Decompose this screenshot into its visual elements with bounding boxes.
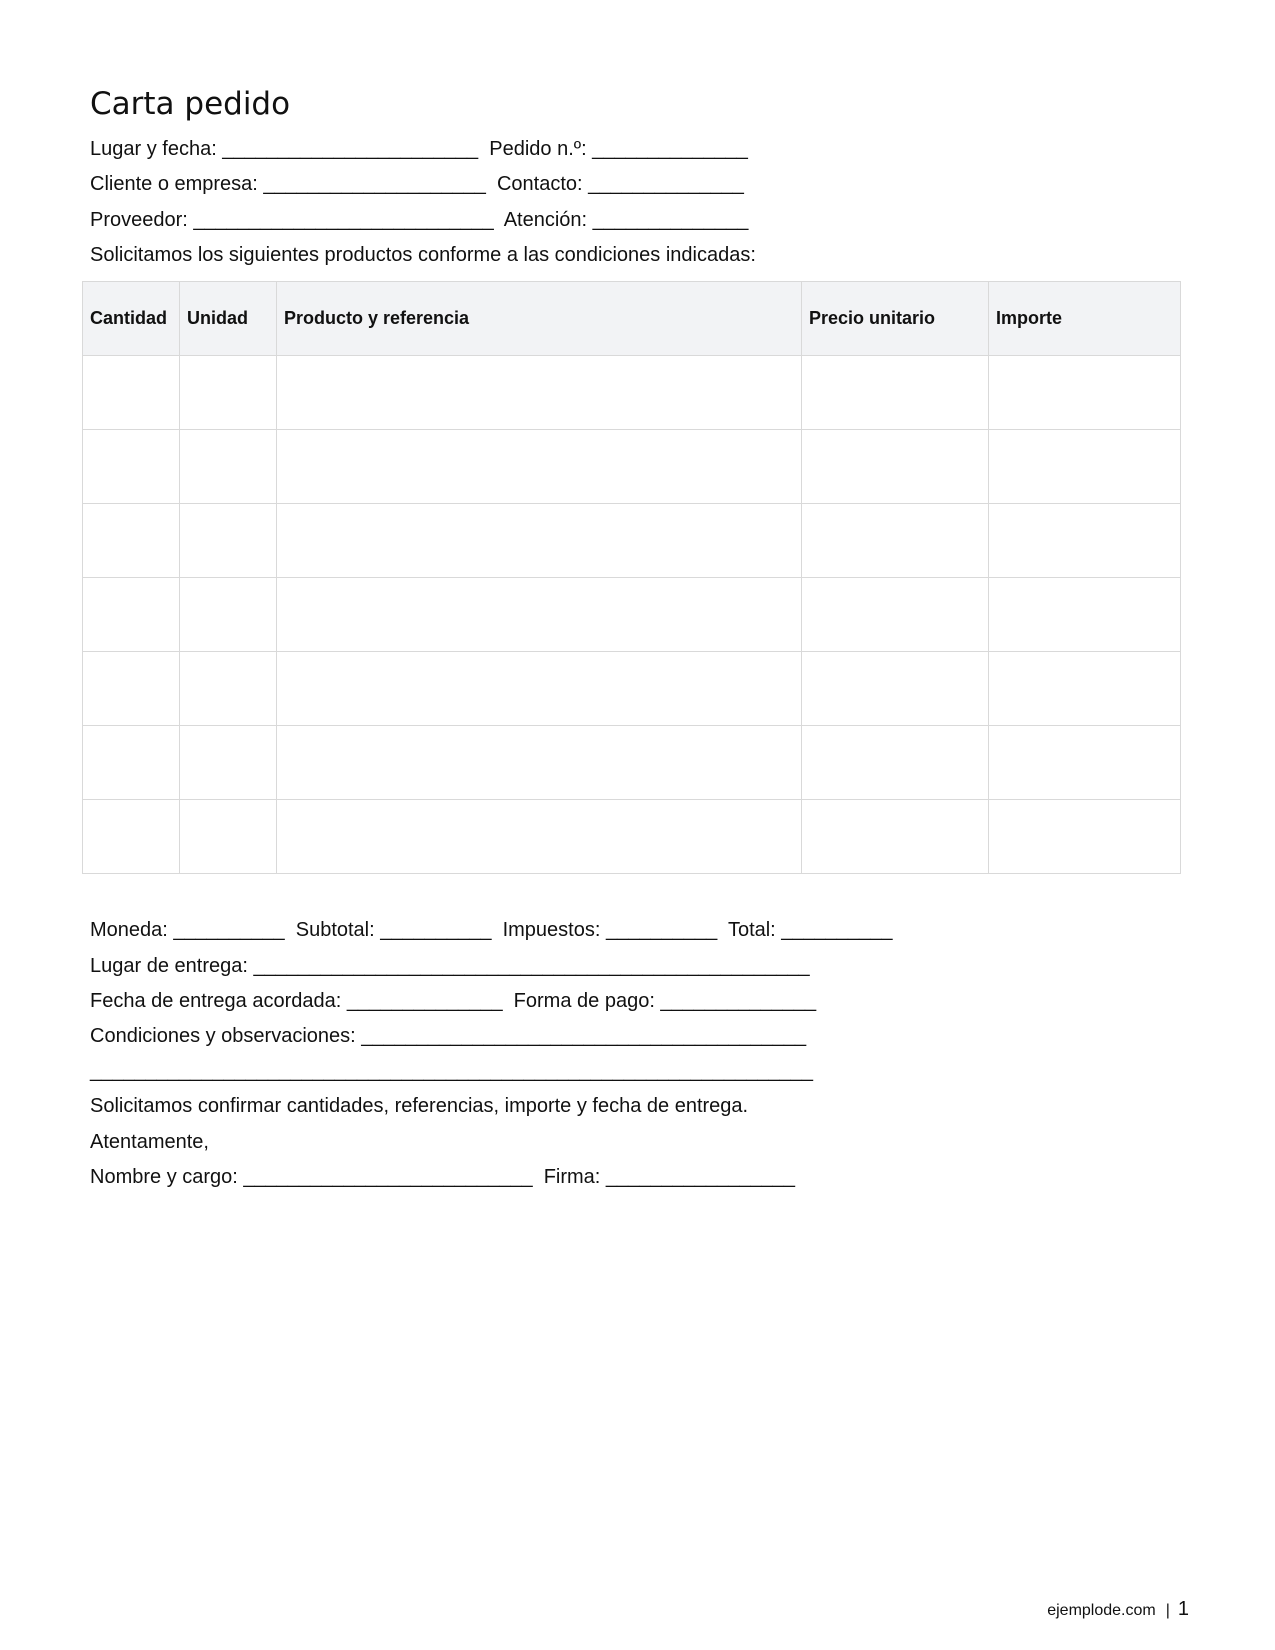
table-cell[interactable] [277,726,802,800]
footer-site: ejemplode.com [1047,1602,1156,1619]
table-cell[interactable] [277,504,802,578]
table-cell[interactable] [802,578,989,652]
table-cell[interactable] [277,652,802,726]
table-cell[interactable] [83,578,180,652]
place-date-order-line: Lugar y fecha: _______________________ Pedido n.º: ______________ [90,138,748,160]
column-header-product: Producto y referencia [277,282,802,356]
currency-totals-line: Moneda: __________ Subtotal: __________ Impuestos: __________ Total: __________ [90,919,893,941]
table-cell[interactable] [180,504,277,578]
table-row [83,726,1181,800]
delivery-place-line: Lugar de entrega: __________________________________________________ [90,955,810,977]
table-row [83,578,1181,652]
table-cell[interactable] [83,652,180,726]
table-cell[interactable] [989,800,1181,874]
table-row [83,504,1181,578]
table-cell[interactable] [277,430,802,504]
name-signature-line: Nombre y cargo: __________________________ Firma: _________________ [90,1166,796,1188]
column-header-unit-price: Precio unitario [802,282,989,356]
table-header-row [83,282,1181,356]
table-cell[interactable] [989,430,1181,504]
conditions-extra-line: _________________________________________________________________ [90,1060,813,1082]
table-row [83,800,1181,874]
table-cell[interactable] [277,356,802,430]
table-cell[interactable] [83,430,180,504]
table-cell[interactable] [989,504,1181,578]
table-cell[interactable] [989,356,1181,430]
page-number: 1 [1177,1598,1189,1620]
table-cell[interactable] [802,800,989,874]
column-header-quantity: Cantidad [83,282,180,356]
table-cell[interactable] [989,726,1181,800]
conditions-line: Condiciones y observaciones: ________________________________________ [90,1025,807,1047]
table-cell[interactable] [180,430,277,504]
client-contact-line: Cliente o empresa: ____________________ Contacto: ______________ [90,173,744,195]
table-cell[interactable] [83,356,180,430]
table-cell[interactable] [83,800,180,874]
table-cell[interactable] [180,800,277,874]
table-cell[interactable] [180,578,277,652]
supplier-attention-line: Proveedor: ___________________________ Atención: ______________ [90,209,749,231]
table-cell[interactable] [989,652,1181,726]
table-cell[interactable] [180,726,277,800]
closing-text: Atentamente, [90,1131,209,1153]
footer-separator: | [1165,1602,1170,1619]
table-cell[interactable] [802,430,989,504]
table-cell[interactable] [180,652,277,726]
table-row [83,652,1181,726]
table-row [83,356,1181,430]
table-row [83,430,1181,504]
page-footer [1047,1598,1189,1622]
table-cell[interactable] [802,356,989,430]
table-cell[interactable] [802,652,989,726]
table-cell[interactable] [277,800,802,874]
table-cell[interactable] [277,578,802,652]
order-items-table [82,281,1181,874]
intro-text: Solicitamos los siguientes productos conforme a las condiciones indicadas: [90,244,756,266]
table-cell[interactable] [83,504,180,578]
table-cell[interactable] [802,726,989,800]
page-title: Carta pedido [90,86,291,122]
table-cell[interactable] [802,504,989,578]
column-header-amount: Importe [989,282,1181,356]
confirmation-text: Solicitamos confirmar cantidades, referencias, importe y fecha de entrega. [90,1095,749,1117]
table-cell[interactable] [83,726,180,800]
delivery-date-payment-line: Fecha de entrega acordada: ______________ Forma de pago: ______________ [90,990,817,1012]
table-cell[interactable] [180,356,277,430]
column-header-unit: Unidad [180,282,277,356]
table-cell[interactable] [989,578,1181,652]
